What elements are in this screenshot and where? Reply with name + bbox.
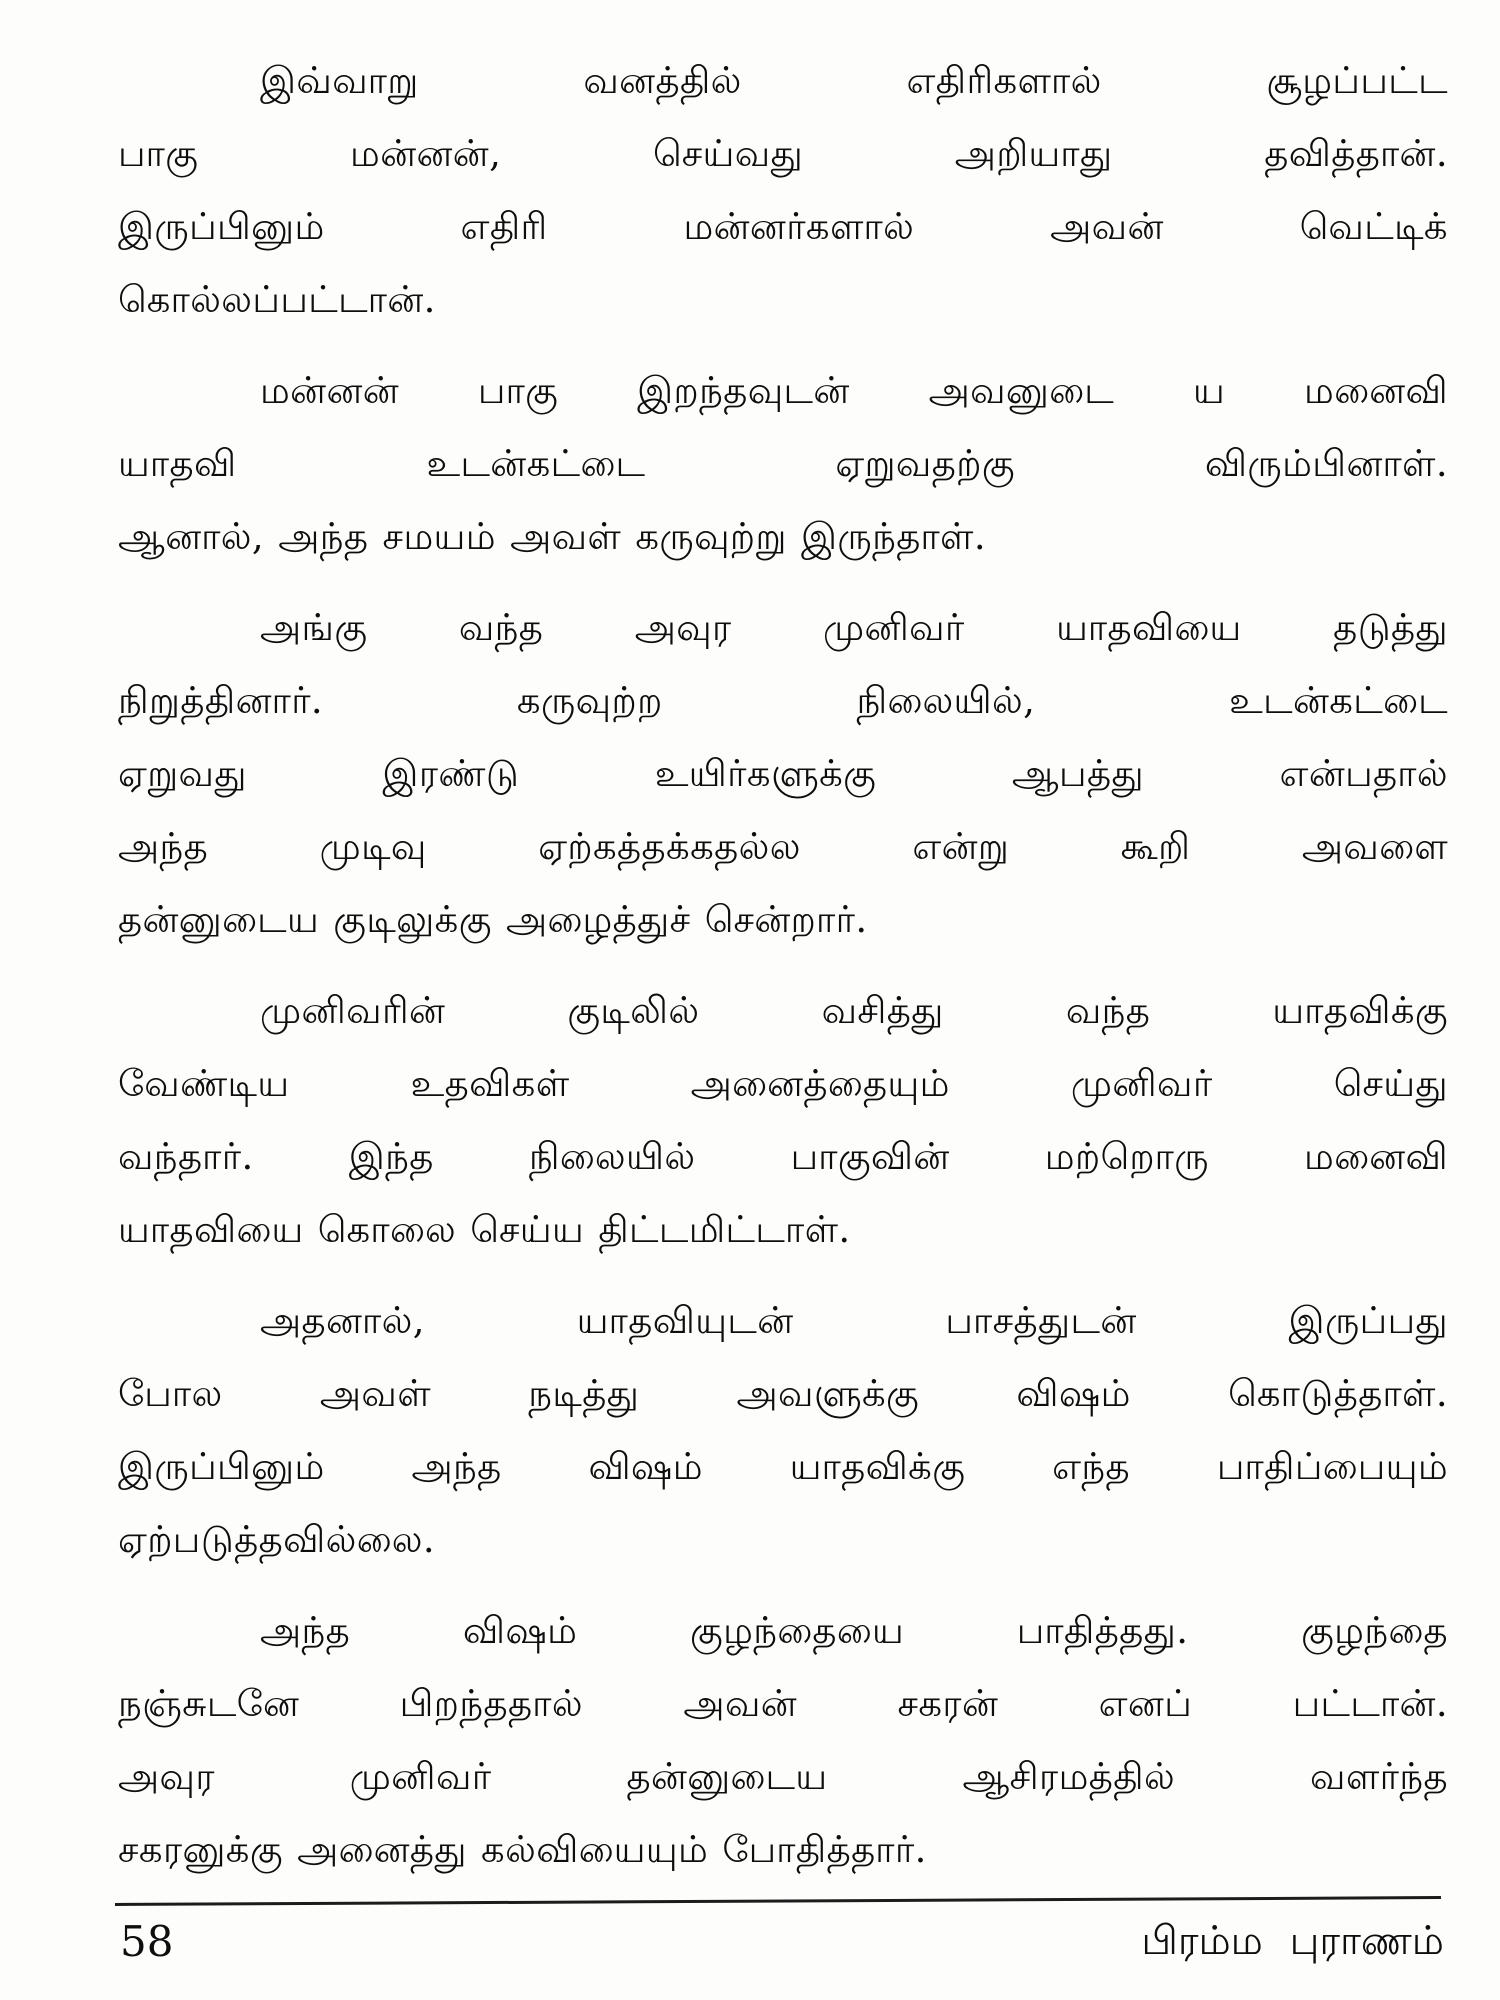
paragraph (118, 974, 1448, 1266)
paragraph-line: அதனால், யாதவியுடன் பாசத்துடன் இருப்பது (260, 1299, 1448, 1342)
paragraph-line: பாகு மன்னன், செய்வது அறியாது தவித்தான். (118, 132, 1448, 175)
paragraph-line: வந்தார். இந்த நிலையில் பாகுவின் மற்றொரு மனைவி (118, 1135, 1448, 1178)
paragraph-line: ஆனால், அந்த சமயம் அவள் கருவுற்று இருந்தாள். (118, 515, 986, 558)
paragraph-line: அந்த விஷம் குழந்தையை பாதித்தது. குழந்தை (260, 1609, 1448, 1652)
paragraph-line: முனிவரின் குடிலில் வசித்து வந்த யாதவிக்கு (260, 989, 1448, 1032)
paragraph-line: அங்கு வந்த அவுர முனிவர் யாதவியை தடுத்து (260, 606, 1448, 649)
paragraph-line: ஏறுவது இரண்டு உயிர்களுக்கு ஆபத்து என்பதால் (118, 752, 1448, 795)
paragraph (118, 1284, 1448, 1576)
paragraph-line: யாதவி உடன்கட்டை ஏறுவதற்கு விரும்பினாள். (118, 442, 1448, 485)
paragraph-line: போல அவள் நடித்து அவளுக்கு விஷம் கொடுத்தாள். (118, 1372, 1448, 1415)
book-title: பிரம்ம புராணம் (1141, 1918, 1444, 1964)
paragraph-line: ஏற்படுத்தவில்லை. (118, 1518, 436, 1561)
page-number: 58 (120, 1917, 174, 1966)
paragraph-line: அந்த முடிவு ஏற்கத்தக்கதல்ல என்று கூறி அவளை (118, 825, 1448, 868)
page-text-block (118, 44, 1448, 1904)
paragraph-line: கொல்லப்பட்டான். (118, 278, 436, 321)
paragraph-line: நிறுத்தினார். கருவுற்ற நிலையில், உடன்கட்டை (118, 679, 1448, 722)
paragraph-line: சகரனுக்கு அனைத்து கல்வியையும் போதித்தார். (118, 1828, 927, 1871)
paragraph-line: தன்னுடைய குடிலுக்கு அழைத்துச் சென்றார். (118, 898, 868, 941)
paragraph (118, 44, 1448, 336)
paragraph-line: இருப்பினும் அந்த விஷம் யாதவிக்கு எந்த பாதிப்பையும் (118, 1445, 1448, 1488)
paragraph-line: இவ்வாறு வனத்தில் எதிரிகளால் சூழப்பட்ட (260, 59, 1448, 102)
paragraph-line: அவுர முனிவர் தன்னுடைய ஆசிரமத்தில் வளர்ந்த (118, 1755, 1448, 1798)
paragraph (118, 354, 1448, 573)
paragraph (118, 591, 1448, 956)
paragraph-line: யாதவியை கொலை செய்ய திட்டமிட்டாள். (118, 1208, 851, 1251)
paragraph-line: இருப்பினும் எதிரி மன்னர்களால் அவன் வெட்டிக் (118, 205, 1448, 248)
paragraph-line: வேண்டிய உதவிகள் அனைத்தையும் முனிவர் செய்து (118, 1062, 1448, 1105)
paragraph-line: மன்னன் பாகு இறந்தவுடன் அவனுடை ய மனைவி (260, 369, 1448, 412)
paragraph-line: நஞ்சுடனே பிறந்ததால் அவன் சகரன் எனப் பட்டான். (118, 1682, 1448, 1725)
paragraph (118, 1594, 1448, 1886)
